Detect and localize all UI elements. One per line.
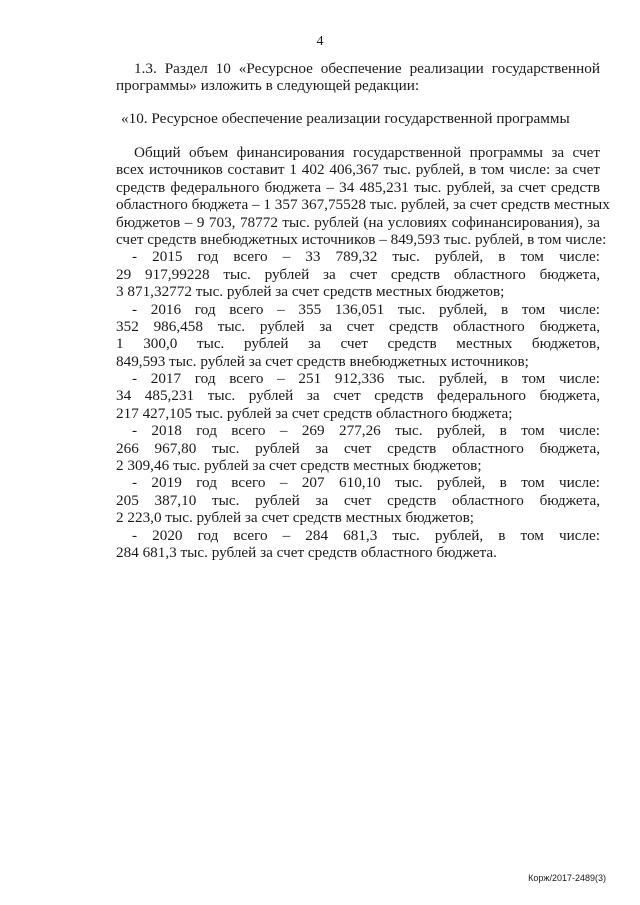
paragraph-line: бюджетов – 9 703, 78772 тыс. рублей (на условиях софинансирования), за [116,213,600,231]
year-block-2018 [116,422,600,474]
section-heading-text: «10. Ресурсное обеспечение реализации государственной программы [121,110,570,127]
year-line: - 2020 год всего – 284 681,3 тыс. рублей, в том числе: [132,526,600,544]
section-intro-line: программы» изложить в следующей редакции: [116,77,420,95]
year-line: - 2018 год всего – 269 277,26 тыс. рублей, в том числе: [132,422,600,440]
year-line: - 2015 год всего – 33 789,32 тыс. рублей, в том числе: [132,248,600,266]
paragraph-line: всех источников составит 1 402 406,367 тыс. рублей, в том числе: за счет [116,161,600,179]
year-line: - 2019 год всего – 207 610,10 тыс. рублей, в том числе: [132,474,600,492]
paragraph-line: Общий объем финансирования государственной программы за счет [134,144,600,161]
paragraph-line: областного бюджета – 1 357 367,75528 тыс. рублей, за счет средств местных [116,196,610,214]
section-intro [116,60,600,95]
year-block-2016 [116,301,600,371]
year-block-2020 [116,527,600,562]
year-line: 266 967,80 тыс. рублей за счет средств областного бюджета, [116,439,600,457]
year-line: 849,593 тыс. рублей за счет средств внебюджетных источников; [116,352,529,370]
page-number: 4 [316,34,324,49]
paragraph-line: счет средств внебюджетных источников – 849,593 тыс. рублей, в том числе: [116,230,607,248]
year-line: - 2016 год всего – 355 136,051 тыс. рублей, в том числе: [132,300,600,318]
year-line: 205 387,10 тыс. рублей за счет средств областного бюджета, [116,491,600,509]
paragraph-line: средств федерального бюджета – 34 485,231 тыс. рублей, за счет средств [116,178,600,196]
year-line: 1 300,0 тыс. рублей за счет средств местных бюджетов, [116,335,600,353]
footer-code: Корж/2017-2489(3) [528,873,606,883]
year-line: 284 681,3 тыс. рублей за счет средств областного бюджета. [116,543,497,561]
year-line: 217 427,105 тыс. рублей за счет средств областного бюджета; [116,404,513,422]
year-line: 29 917,99228 тыс. рублей за счет средств областного бюджета, [116,265,600,283]
main-paragraph [116,144,610,561]
year-block-2015 [116,248,600,300]
year-line: 2 309,46 тыс. рублей за счет средств местных бюджетов; [116,457,482,475]
year-block-2019 [116,474,600,526]
year-line: 3 871,32772 тыс. рублей за счет средств местных бюджетов; [116,283,505,301]
year-line: 34 485,231 тыс. рублей за счет средств федерального бюджета, [116,387,600,405]
year-line: 352 986,458 тыс. рублей за счет средств областного бюджета, [116,317,600,335]
year-line: - 2017 год всего – 251 912,336 тыс. рублей, в том числе: [132,370,600,388]
section-intro-line: 1.3. Раздел 10 «Ресурсное обеспечение реализации государственной [134,60,600,77]
section-heading [116,110,600,127]
year-block-2017 [116,370,600,422]
year-line: 2 223,0 тыс. рублей за счет средств местных бюджетов; [116,509,474,527]
